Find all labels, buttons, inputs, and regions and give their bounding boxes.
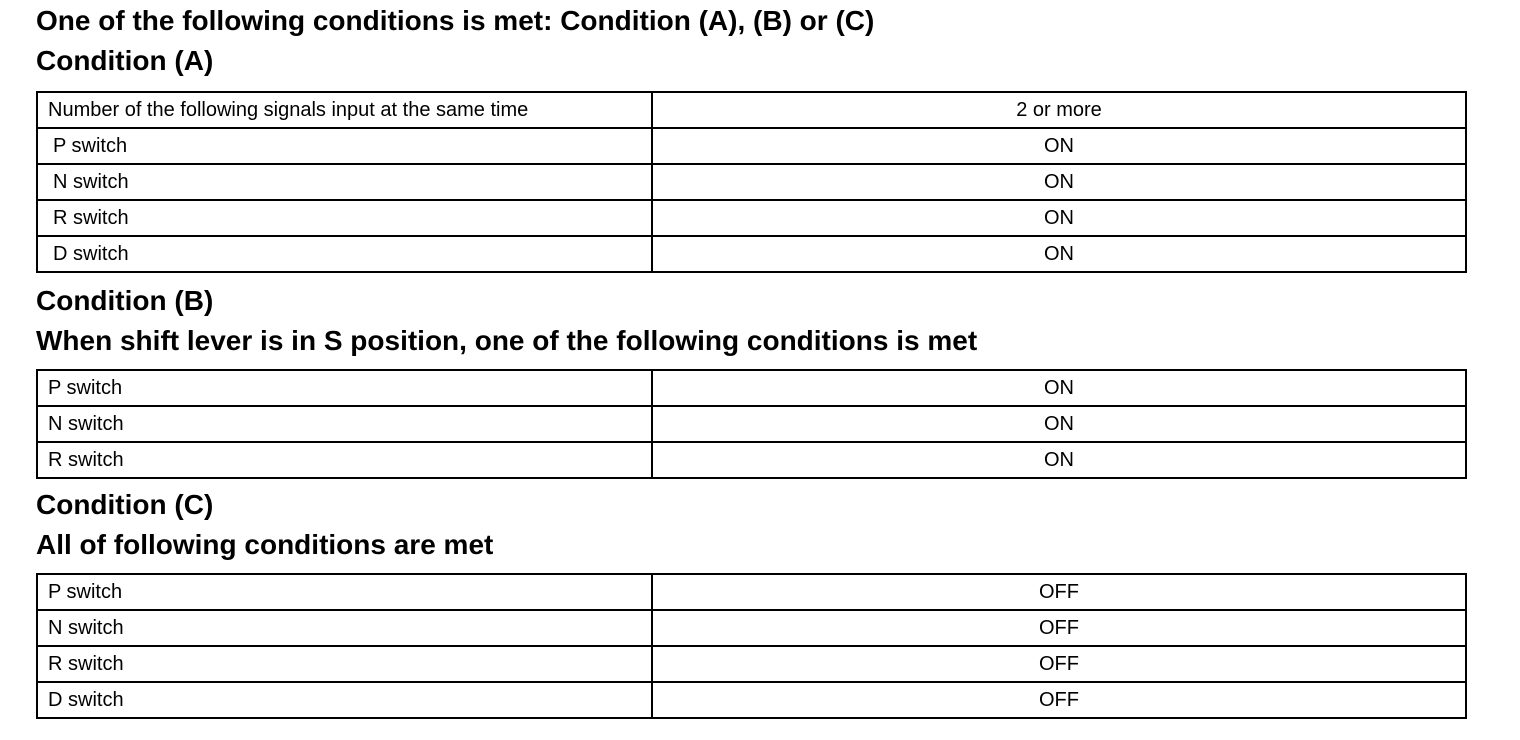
- row-value: ON: [652, 164, 1466, 200]
- row-label: R switch: [37, 442, 652, 478]
- table-row: [37, 92, 1466, 128]
- table-row: [37, 574, 1466, 610]
- table-row: [37, 128, 1466, 164]
- table-row: [37, 646, 1466, 682]
- row-label: R switch: [37, 200, 652, 236]
- row-value: ON: [652, 370, 1466, 406]
- row-value: ON: [652, 406, 1466, 442]
- condition-c-title: Condition (C): [36, 489, 214, 520]
- table-row: [37, 164, 1466, 200]
- row-label: D switch: [37, 682, 652, 718]
- table-row: [37, 442, 1466, 478]
- row-value: OFF: [652, 682, 1466, 718]
- row-value: OFF: [652, 574, 1466, 610]
- row-value: 2 or more: [652, 92, 1466, 128]
- row-label: P switch: [37, 128, 652, 164]
- row-value: ON: [652, 236, 1466, 272]
- row-label: Number of the following signals input at the same time: [37, 92, 652, 128]
- row-label: R switch: [37, 646, 652, 682]
- table-row: [37, 610, 1466, 646]
- row-value: OFF: [652, 646, 1466, 682]
- row-label: N switch: [37, 610, 652, 646]
- condition-c-subtitle: All of following conditions are met: [36, 529, 494, 560]
- row-label: D switch: [37, 236, 652, 272]
- row-value: OFF: [652, 610, 1466, 646]
- condition-a-table: [36, 91, 1467, 273]
- row-label: P switch: [37, 370, 652, 406]
- condition-b-table: [36, 369, 1467, 479]
- condition-a-title: Condition (A): [36, 45, 214, 76]
- row-value: ON: [652, 128, 1466, 164]
- table-row: [37, 406, 1466, 442]
- row-label: N switch: [37, 406, 652, 442]
- table-row: [37, 236, 1466, 272]
- intro-heading: One of the following conditions is met: Condition (A), (B) or (C): [36, 5, 875, 36]
- row-label: N switch: [37, 164, 652, 200]
- row-label: P switch: [37, 574, 652, 610]
- row-value: ON: [652, 442, 1466, 478]
- condition-b-subtitle: When shift lever is in S position, one of the following conditions is met: [36, 325, 978, 356]
- condition-c-table: [36, 573, 1467, 719]
- row-value: ON: [652, 200, 1466, 236]
- table-row: [37, 682, 1466, 718]
- condition-b-title: Condition (B): [36, 285, 214, 316]
- table-row: [37, 370, 1466, 406]
- table-row: [37, 200, 1466, 236]
